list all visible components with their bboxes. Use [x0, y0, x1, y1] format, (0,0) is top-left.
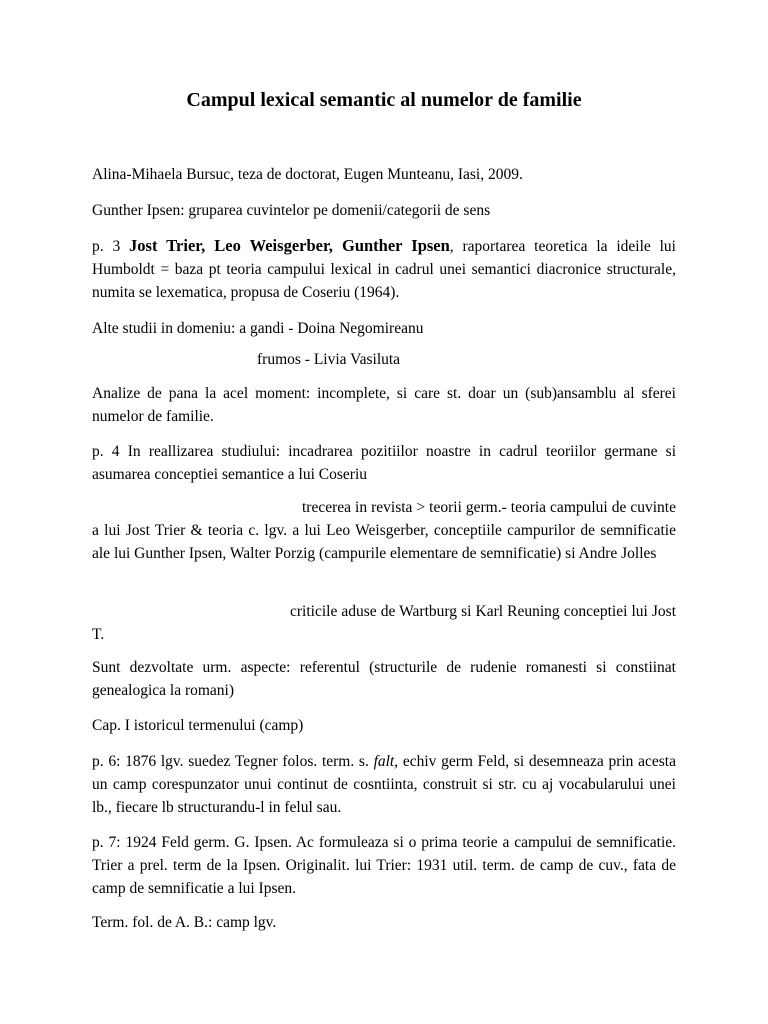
paragraph-review: trecerea in revista > teorii germ.- teoria campului de cuvinte a lui Jost Trier & teoria c. lgv. a lui Leo Weisgerber, conceptiile campurilor de semnificatie ale lui Gunther Ipsen, Walter Porzig (campurile elementare de semnificatie) si Andre Jolles [92, 499, 676, 562]
page3-bold-names: Jost Trier, Leo Weisgerber, Gunther Ipsen [129, 236, 450, 255]
paragraph-page3 [92, 234, 676, 304]
paragraph-page4: p. 4 In reallizarea studiului: incadrarea pozitiilor noastre in cadrul teoriilor germane si asumarea conceptiei semantice a lui Coseriu [92, 443, 676, 483]
page6-text: , echiv germ Feld, si desemneaza prin acesta un camp corespunzator unui continut de cosntiinta, construit si str. cu aj vocabularului unei lb., fiecare lb structurandu-l in felul sau. [92, 753, 676, 816]
page6-italic-term: falt [373, 753, 395, 770]
paragraph-analyses: Analize de pana la acel moment: incomplete, si care st. doar un (sub)ansamblu al sferei numelor de familie. [92, 385, 676, 425]
document-title: Campul lexical semantic al numelor de familie [186, 89, 582, 111]
paragraph-aspects: Sunt dezvoltate urm. aspecte: referentul (structurile de rudenie romanesti si constiinat genealogica la romani) [92, 659, 676, 699]
page3-prefix: p. 3 [92, 238, 130, 255]
paragraph-term: Term. fol. de A. B.: camp lgv. [92, 914, 277, 931]
paragraph-chapter1: Cap. I istoricul termenului (camp) [92, 717, 304, 734]
paragraph-criticism: criticile aduse de Wartburg si Karl Reuning conceptiei lui Jost T. [92, 603, 676, 643]
page3-text: , raportarea teoretica la ideile lui Humboldt = baza pt teoria campului lexical in cadrul unei semantici diacronice structurale, numita se lexematica, propusa de Coseriu (1964). [92, 238, 676, 301]
paragraph-page6 [92, 750, 676, 819]
paragraph-other-studies-2: frumos - Livia Vasiluta [257, 351, 401, 368]
paragraph-page7: p. 7: 1924 Feld germ. G. Ipsen. Ac formuleaza si o prima teorie a campului de semnificatie. Trier a prel. term de la Ipsen. Originalit. lui Trier: 1931 util. term. de camp de cuv., fata de camp de semnificatie a lui Ipsen. [92, 834, 676, 897]
paragraph-citation: Alina-Mihaela Bursuc, teza de doctorat, Eugen Munteanu, Iasi, 2009. [92, 166, 523, 183]
page6-prefix: p. 6: 1876 lgv. suedez Tegner folos. term. s. [92, 753, 374, 770]
paragraph-other-studies: Alte studii in domeniu: a gandi - Doina Negomireanu [92, 320, 424, 337]
paragraph-ipsen: Gunther Ipsen: gruparea cuvintelor pe domenii/categorii de sens [92, 202, 491, 219]
